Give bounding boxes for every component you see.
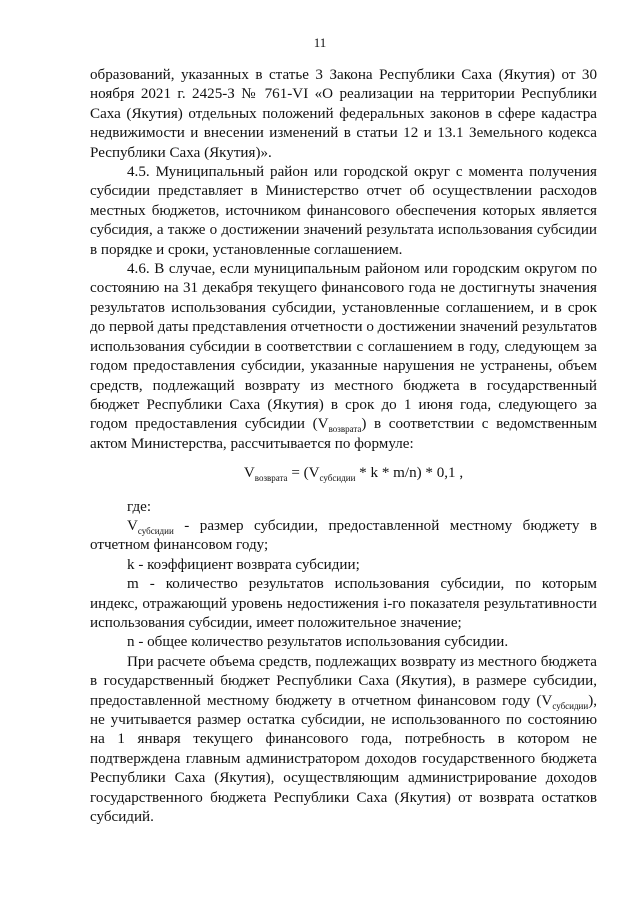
definitions-where: где: (127, 498, 152, 515)
paragraph-final-sub: субсидии (552, 700, 589, 711)
paragraph-final-text-a: При расчете объема средств, подлежащих возврату из местного бюджета в государственный бюджет Республики Саха (Якутия), в размере субсидии, предоставленной местному бюджету в отчетном финансовом году (V (90, 653, 597, 709)
formula-sub-subsidii: субсидии (319, 473, 356, 484)
paragraph-4-6 (90, 260, 597, 454)
paragraph-4-6-text-b: ) в соответствии с ведомственным актом Министерства, рассчитывается по формуле: (90, 416, 597, 452)
definition-v-sub: субсидии (137, 525, 174, 536)
definition-v: V (127, 517, 138, 534)
paragraph-4-6-text-a: 4.6. В случае, если муниципальным районом или городским округом по состоянию на 31 декабря текущего финансового года не достигнуты значения результатов использования субсидии, установленные соглашением, и в срок до первой даты представления отчетности о достижении значений результатов использования субсидии в соответствии с соглашением в году, следующем за годом предоставления субсидии, указанные нарушения не устранены, объем средств, подлежащий возврату из местного бюджета в государственный бюджет Республики Саха (Якутия) в срок до 1 июня года, следующего за годом предоставления субсидии (V (90, 261, 597, 433)
document-body (90, 66, 597, 827)
page-number: 11 (313, 35, 327, 50)
definition-v-text: - размер субсидии, предоставленной местному бюджету в отчетном финансовом году; (90, 517, 597, 554)
formula-rest: * k * m/n) * 0,1 , (355, 465, 464, 482)
definition-k: k - коэффициент возврата субсидии; (127, 556, 360, 573)
definition-m: m - количество результатов использования субсидии, по которым индекс, отражающий уровень недостижения i-го показателя результативности использования субсидии, имеет положительное значение; (90, 576, 597, 631)
paragraph-final (90, 653, 597, 828)
subscript-vozvrata: возврата (328, 424, 362, 435)
definition-n: n - общее количество результатов использования субсидии. (127, 634, 509, 651)
definition-v-subsidii (90, 517, 597, 556)
formula-sub-vozvrata: возврата (254, 473, 288, 484)
formula (90, 464, 597, 483)
formula-v: V (243, 465, 255, 482)
formula-mid: = (V (287, 465, 320, 482)
paragraph-final-text-b: ), не учитывается размер остатка субсидии, не использованного по состоянию на 1 января текущего финансового года, потребность в котором не подтверждена главным администратором доходов государственного бюджета Республики Саха (Якутия), осуществляющим администрирование доходов государственного бюджета Республики Саха (Якутия) от возврата остатков субсидий. (90, 692, 597, 826)
paragraph-4-5: 4.5. Муниципальный район или городской округ с момента получения субсидии представляет в Министерство отчет об осуществлении расходов местных бюджетов, источником финансового обеспечения которых является субсидия, а также о достижении значений результата использования субсидии в порядке и сроки, установленные соглашением. (90, 164, 597, 258)
paragraph-continuation: образований, указанных в статье 3 Закона Республики Саха (Якутия) от 30 ноября 2021 г. 2425-З № 761-VI «О реализации на территории Республики Саха (Якутия) отдельных положений федеральных законов в сфере кадастра недвижимости и внесении изменений в статьи 12 и 13.1 Земельного кодекса Республики Саха (Якутия)». (90, 67, 597, 161)
